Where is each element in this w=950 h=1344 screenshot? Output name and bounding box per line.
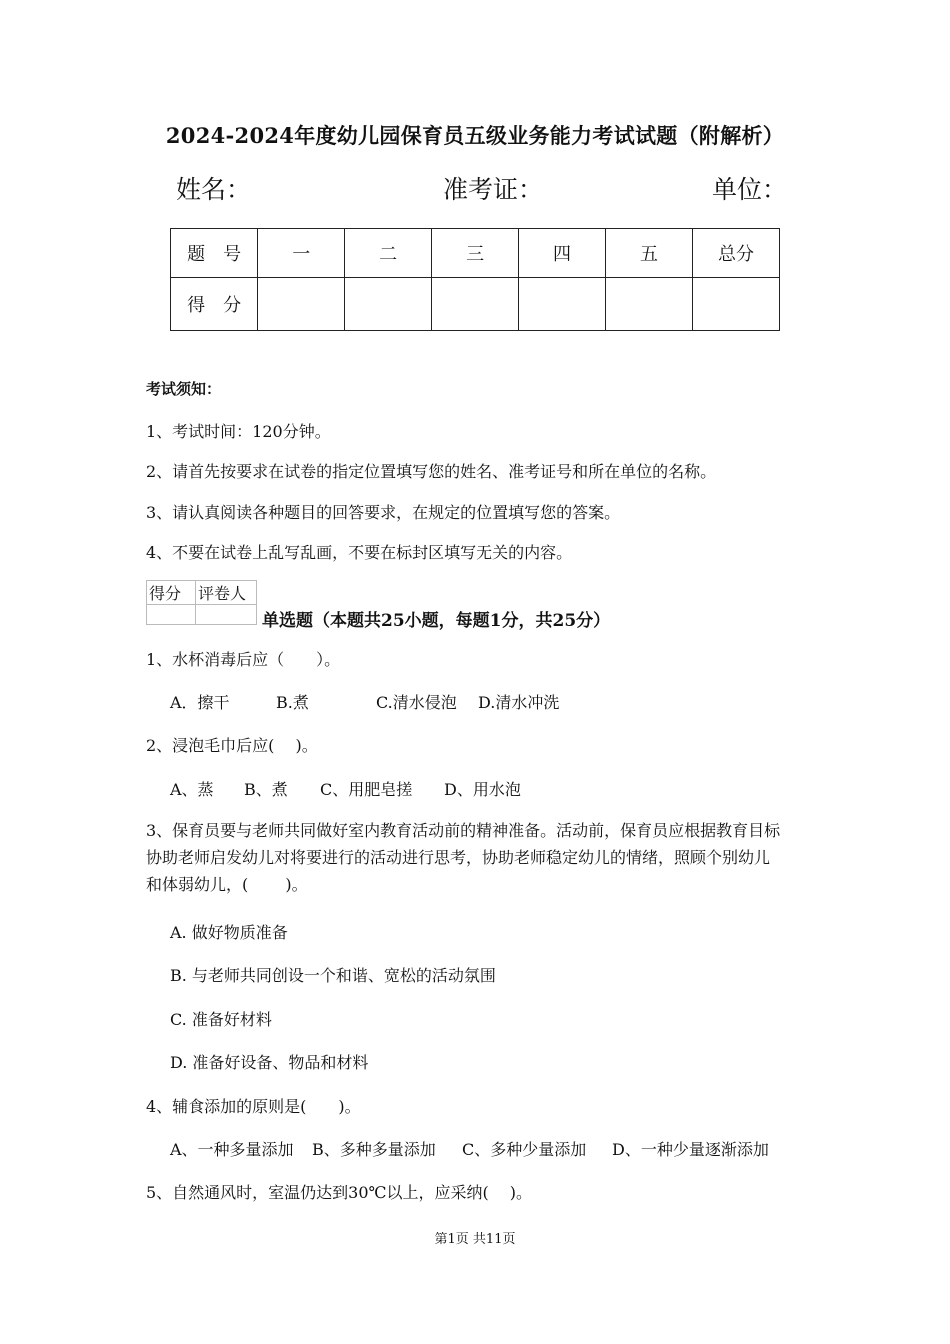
question-stem xyxy=(146,817,816,898)
question-stem: 1、水杯消毒后应（ ）。 xyxy=(146,650,341,669)
score-cell[interactable] xyxy=(692,278,779,331)
option-b[interactable]: B. 与老师共同创设一个和谐、宽松的活动氛围 xyxy=(170,966,496,985)
option-d[interactable]: D.清水冲洗 xyxy=(478,693,560,712)
question-stem-line: 3、保育员要与老师共同做好室内教育活动前的精神准备。活动前，保育员应根据教育目标 xyxy=(146,821,781,840)
option-d[interactable]: D. 准备好设备、物品和材料 xyxy=(170,1053,369,1072)
option-c[interactable]: C、用肥皂搓 xyxy=(320,780,413,799)
exam-id-field-label: 准考证： xyxy=(443,175,544,204)
grader-name-cell[interactable] xyxy=(196,605,257,625)
question-stem: 4、辅食添加的原则是( )。 xyxy=(146,1097,361,1116)
option-a[interactable]: A. 做好物质准备 xyxy=(170,923,288,942)
notice-item: 3、请认真阅读各种题目的回答要求，在规定的位置填写您的答案。 xyxy=(146,503,621,522)
score-table-score-row xyxy=(171,278,780,331)
section-title: 单选题（本题共25小题，每题1分，共25分） xyxy=(262,611,611,631)
option-a[interactable]: A、一种多量添加 xyxy=(170,1140,294,1159)
score-table-header-cell: 五 xyxy=(606,229,693,278)
notice-item: 4、不要在试卷上乱写乱画，不要在标封区填写无关的内容。 xyxy=(146,543,573,562)
unit-field-label: 单位： xyxy=(712,175,788,204)
exam-title: 2024-2024年度幼儿园保育员五级业务能力考试试题（附解析） xyxy=(165,123,785,148)
option-b[interactable]: B.煮 xyxy=(276,693,309,712)
option-d[interactable]: D、一种少量逐渐添加 xyxy=(612,1140,769,1159)
option-a[interactable]: A、蒸 xyxy=(170,780,214,799)
question-stem-line: 协助老师启发幼儿对将要进行的活动进行思考，协助老师稳定幼儿的情绪，照顾个别幼儿 xyxy=(146,848,771,867)
score-table-header-cell: 一 xyxy=(258,229,345,278)
question-stem: 5、自然通风时，室温仍达到30℃以上，应采纳( )。 xyxy=(146,1183,533,1202)
notice-item: 1、考试时间：120分钟。 xyxy=(146,422,331,441)
score-table-header-row xyxy=(171,229,780,278)
grader-box xyxy=(146,580,257,625)
option-b[interactable]: B、煮 xyxy=(244,780,288,799)
page-footer: 第1页 共11页 xyxy=(434,1232,516,1247)
grader-name-label: 评卷人 xyxy=(196,581,257,605)
score-table-header-cell: 三 xyxy=(432,229,519,278)
option-c[interactable]: C. 准备好材料 xyxy=(170,1010,272,1029)
option-c[interactable]: C、多种少量添加 xyxy=(462,1140,587,1159)
score-cell[interactable] xyxy=(258,278,345,331)
option-a[interactable]: A．擦干 xyxy=(170,693,230,712)
notice-item: 2、请首先按要求在试卷的指定位置填写您的姓名、准考证号和所在单位的名称。 xyxy=(146,462,717,481)
score-cell[interactable] xyxy=(606,278,693,331)
score-table xyxy=(170,228,780,331)
notice-heading: 考试须知： xyxy=(146,380,222,398)
score-table-header-cell: 四 xyxy=(519,229,606,278)
question-stem: 2、浸泡毛巾后应( )。 xyxy=(146,736,318,755)
option-d[interactable]: D、用水泡 xyxy=(444,780,521,799)
score-table-header-cell: 二 xyxy=(345,229,432,278)
question-stem-line: 和体弱幼儿，( )。 xyxy=(146,875,308,894)
score-row-label: 得 分 xyxy=(171,278,258,331)
score-cell[interactable] xyxy=(519,278,606,331)
score-table-header-cell: 题 号 xyxy=(171,229,258,278)
option-c[interactable]: C.清水侵泡 xyxy=(376,693,457,712)
option-b[interactable]: B、多种多量添加 xyxy=(312,1140,436,1159)
name-field-label: 姓名： xyxy=(176,175,252,204)
score-table-header-cell: 总分 xyxy=(692,229,779,278)
score-cell[interactable] xyxy=(345,278,432,331)
grader-score-label: 得分 xyxy=(147,581,196,605)
score-cell[interactable] xyxy=(432,278,519,331)
grader-score-cell[interactable] xyxy=(147,605,196,625)
